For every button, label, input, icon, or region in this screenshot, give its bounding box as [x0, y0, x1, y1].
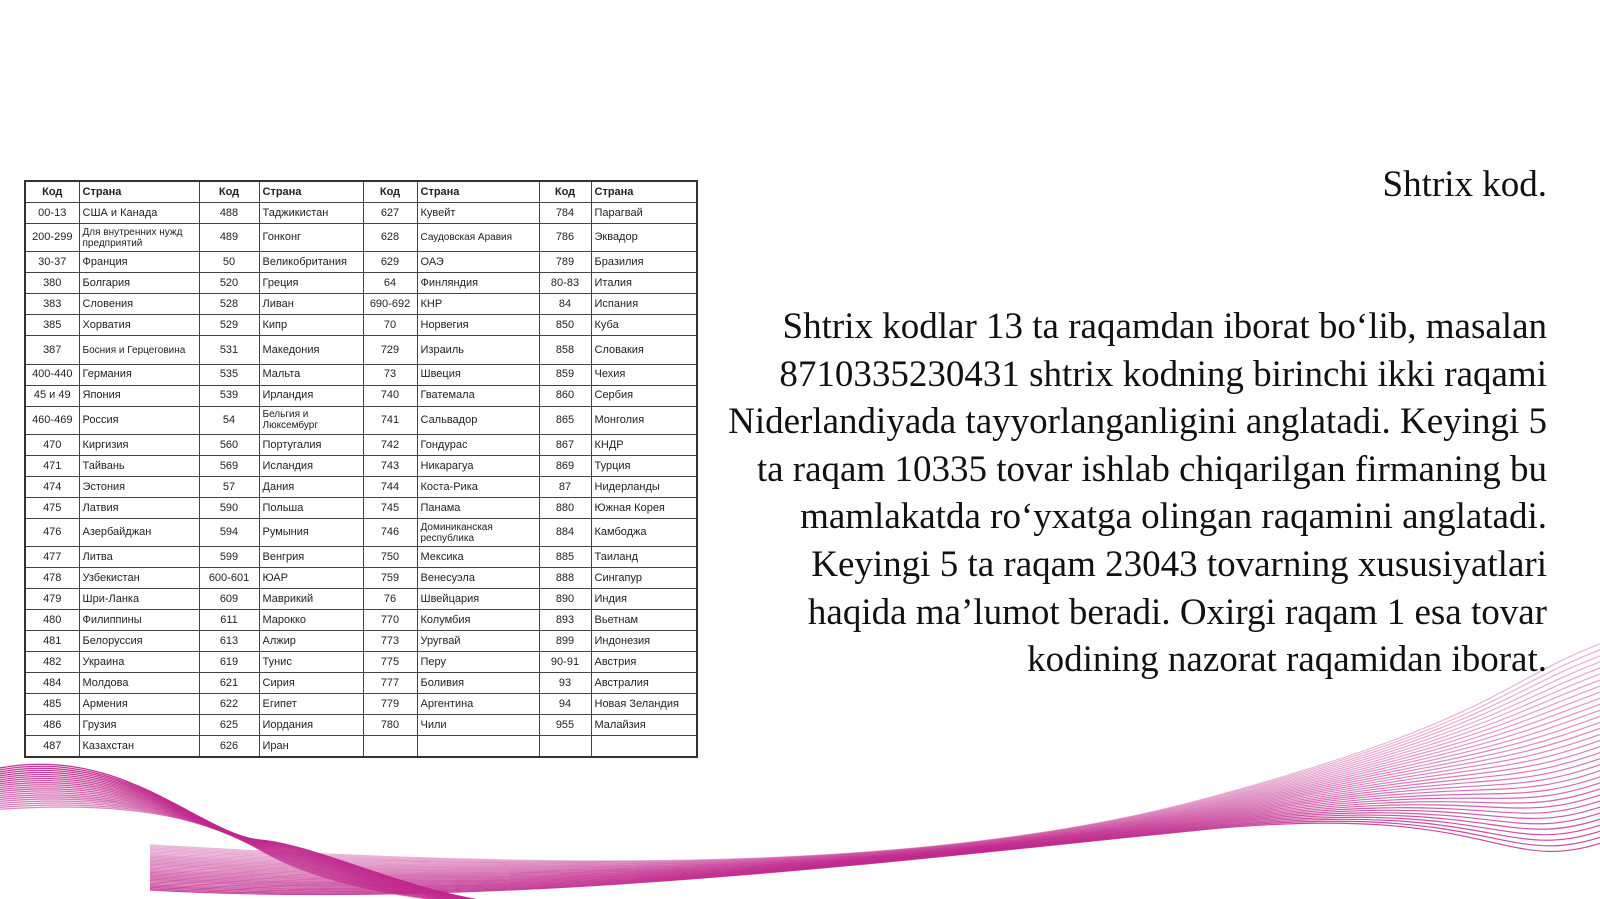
- country-cell: КНР: [417, 294, 539, 315]
- code-cell: 54: [199, 406, 259, 434]
- code-cell: 899: [539, 631, 591, 652]
- country-cell: Македония: [259, 336, 363, 364]
- code-cell: 865: [539, 406, 591, 434]
- code-cell: 867: [539, 435, 591, 456]
- table-row: [25, 547, 697, 568]
- code-cell: 481: [25, 631, 79, 652]
- code-cell: 773: [363, 631, 417, 652]
- country-cell: Сирия: [259, 673, 363, 694]
- country-cell: Австралия: [591, 673, 697, 694]
- table-row: [25, 519, 697, 547]
- code-cell: 482: [25, 652, 79, 673]
- code-cell: 626: [199, 736, 259, 757]
- code-cell: 475: [25, 498, 79, 519]
- table-row: [25, 715, 697, 736]
- code-cell: 535: [199, 364, 259, 385]
- table-row: [25, 673, 697, 694]
- country-cell: Хорватия: [79, 315, 199, 336]
- country-cell: Бразилия: [591, 252, 697, 273]
- country-cell: Эстония: [79, 477, 199, 498]
- table-row: [25, 652, 697, 673]
- country-cell: Индия: [591, 589, 697, 610]
- country-cell: Парагвай: [591, 203, 697, 224]
- country-cell: Исландия: [259, 456, 363, 477]
- table-row: [25, 631, 697, 652]
- code-cell: 729: [363, 336, 417, 364]
- country-cell: Гонконг: [259, 224, 363, 252]
- country-cell: Аргентина: [417, 694, 539, 715]
- table-row: [25, 568, 697, 589]
- country-cell: Австрия: [591, 652, 697, 673]
- header-country: Страна: [79, 181, 199, 203]
- country-cell: Перу: [417, 652, 539, 673]
- code-cell: 94: [539, 694, 591, 715]
- code-cell: 750: [363, 547, 417, 568]
- table-row: [25, 294, 697, 315]
- country-cell: Чили: [417, 715, 539, 736]
- code-cell: 745: [363, 498, 417, 519]
- code-cell: 777: [363, 673, 417, 694]
- country-cell: Литва: [79, 547, 199, 568]
- country-cell: Новая Зеландия: [591, 694, 697, 715]
- country-cell: Испания: [591, 294, 697, 315]
- code-cell: 611: [199, 610, 259, 631]
- country-cell: ОАЭ: [417, 252, 539, 273]
- code-cell: 740: [363, 385, 417, 406]
- code-cell: 385: [25, 315, 79, 336]
- code-cell: 50: [199, 252, 259, 273]
- slide-title: Shtrix kod.: [1382, 164, 1547, 205]
- country-cell: Коста-Рика: [417, 477, 539, 498]
- code-cell: 775: [363, 652, 417, 673]
- country-cell: Куба: [591, 315, 697, 336]
- country-cell: Румыния: [259, 519, 363, 547]
- code-cell: 80-83: [539, 273, 591, 294]
- code-cell: 476: [25, 519, 79, 547]
- country-cell: Венгрия: [259, 547, 363, 568]
- country-cell: Чехия: [591, 364, 697, 385]
- table-row: [25, 406, 697, 434]
- code-cell: 70: [363, 315, 417, 336]
- country-cell: Армения: [79, 694, 199, 715]
- table-row: [25, 610, 697, 631]
- country-cell: Россия: [79, 406, 199, 434]
- header-code: Код: [199, 181, 259, 203]
- table-row: [25, 456, 697, 477]
- country-cell: Япония: [79, 385, 199, 406]
- country-cell: Ирландия: [259, 385, 363, 406]
- header-country: Страна: [591, 181, 697, 203]
- table-row: [25, 589, 697, 610]
- country-cell: Кипр: [259, 315, 363, 336]
- code-cell: 380: [25, 273, 79, 294]
- code-cell: 770: [363, 610, 417, 631]
- code-cell: 539: [199, 385, 259, 406]
- code-cell: 529: [199, 315, 259, 336]
- code-cell: 90-91: [539, 652, 591, 673]
- code-cell: 64: [363, 273, 417, 294]
- code-cell: 560: [199, 435, 259, 456]
- country-cell: Дания: [259, 477, 363, 498]
- country-cell: Уругвай: [417, 631, 539, 652]
- country-cell: Финляндия: [417, 273, 539, 294]
- table-row: [25, 252, 697, 273]
- code-cell: 477: [25, 547, 79, 568]
- country-cell: Шри-Ланка: [79, 589, 199, 610]
- country-cell: Узбекистан: [79, 568, 199, 589]
- code-cell: 613: [199, 631, 259, 652]
- country-cell: Маврикий: [259, 589, 363, 610]
- country-cell: Турция: [591, 456, 697, 477]
- code-cell: 485: [25, 694, 79, 715]
- country-cell: Франция: [79, 252, 199, 273]
- code-cell: 619: [199, 652, 259, 673]
- country-cell: Сербия: [591, 385, 697, 406]
- code-cell: 860: [539, 385, 591, 406]
- country-code-table: [24, 180, 698, 758]
- code-cell: 569: [199, 456, 259, 477]
- table-row: [25, 203, 697, 224]
- code-cell: 00-13: [25, 203, 79, 224]
- country-cell: Молдова: [79, 673, 199, 694]
- code-cell: 479: [25, 589, 79, 610]
- code-cell: 690-692: [363, 294, 417, 315]
- country-cell: Словения: [79, 294, 199, 315]
- code-cell: 779: [363, 694, 417, 715]
- code-cell: 742: [363, 435, 417, 456]
- code-cell: 622: [199, 694, 259, 715]
- code-cell: 484: [25, 673, 79, 694]
- code-cell: 520: [199, 273, 259, 294]
- table-body: [25, 203, 697, 758]
- country-cell: Саудовская Аравия: [417, 224, 539, 252]
- country-cell: Гондурас: [417, 435, 539, 456]
- code-cell: 625: [199, 715, 259, 736]
- country-cell: Киргизия: [79, 435, 199, 456]
- table-row: [25, 273, 697, 294]
- code-cell: 489: [199, 224, 259, 252]
- code-cell: [363, 736, 417, 757]
- code-cell: 780: [363, 715, 417, 736]
- country-cell: Гватемала: [417, 385, 539, 406]
- code-cell: 93: [539, 673, 591, 694]
- code-cell: 487: [25, 736, 79, 757]
- country-code-table-image: [24, 180, 696, 758]
- country-cell: Нидерланды: [591, 477, 697, 498]
- table-row: [25, 224, 697, 252]
- code-cell: 890: [539, 589, 591, 610]
- country-cell: Индонезия: [591, 631, 697, 652]
- code-cell: [539, 736, 591, 757]
- country-cell: [417, 736, 539, 757]
- table-header-row: [25, 181, 697, 203]
- table-row: [25, 498, 697, 519]
- country-cell: Грузия: [79, 715, 199, 736]
- country-cell: Иран: [259, 736, 363, 757]
- country-cell: Тунис: [259, 652, 363, 673]
- country-cell: Великобритания: [259, 252, 363, 273]
- country-cell: Швейцария: [417, 589, 539, 610]
- code-cell: 471: [25, 456, 79, 477]
- country-cell: Португалия: [259, 435, 363, 456]
- code-cell: 888: [539, 568, 591, 589]
- code-cell: 885: [539, 547, 591, 568]
- country-cell: КНДР: [591, 435, 697, 456]
- header-country: Страна: [417, 181, 539, 203]
- country-cell: Таиланд: [591, 547, 697, 568]
- table-row: [25, 694, 697, 715]
- header-code: Код: [539, 181, 591, 203]
- country-cell: Казахстан: [79, 736, 199, 757]
- country-cell: [591, 736, 697, 757]
- country-cell: Доминиканская республика: [417, 519, 539, 547]
- country-cell: Норвегия: [417, 315, 539, 336]
- code-cell: 629: [363, 252, 417, 273]
- code-cell: 400-440: [25, 364, 79, 385]
- code-cell: 57: [199, 477, 259, 498]
- country-cell: Болгария: [79, 273, 199, 294]
- code-cell: 744: [363, 477, 417, 498]
- code-cell: 741: [363, 406, 417, 434]
- code-cell: 746: [363, 519, 417, 547]
- code-cell: 594: [199, 519, 259, 547]
- table-row: [25, 385, 697, 406]
- country-cell: Польша: [259, 498, 363, 519]
- slide-body-text: Shtrix kodlar 13 ta raqamdan iborat bo‘lib, masalan 8710335230431 shtrix kodning birinchi ikki raqami Niderlandiyada tayyorlanganligini anglatadi. Keyingi 5 ta raqam 10335 tovar ishlab chiqarilgan firmaning bu mamlakatda ro‘yxatga olingan raqamini anglatadi. Keyingi 5 ta raqam 23043 tovarning xususiyatlari haqida ma’lumot beradi. Oxirgi raqam 1 esa tovar kodining nazorat raqamidan iborat.: [728, 306, 1547, 681]
- code-cell: 621: [199, 673, 259, 694]
- country-cell: Тайвань: [79, 456, 199, 477]
- country-cell: Босния и Герцеговина: [79, 336, 199, 364]
- code-cell: 880: [539, 498, 591, 519]
- country-cell: Латвия: [79, 498, 199, 519]
- country-cell: Мексика: [417, 547, 539, 568]
- code-cell: 531: [199, 336, 259, 364]
- country-cell: Белоруссия: [79, 631, 199, 652]
- country-cell: Греция: [259, 273, 363, 294]
- country-cell: Азербайджан: [79, 519, 199, 547]
- code-cell: 76: [363, 589, 417, 610]
- country-cell: США и Канада: [79, 203, 199, 224]
- country-cell: Словакия: [591, 336, 697, 364]
- country-cell: Таджикистан: [259, 203, 363, 224]
- country-cell: Германия: [79, 364, 199, 385]
- code-cell: 859: [539, 364, 591, 385]
- code-cell: 743: [363, 456, 417, 477]
- code-cell: 789: [539, 252, 591, 273]
- country-cell: Ливан: [259, 294, 363, 315]
- code-cell: 850: [539, 315, 591, 336]
- code-cell: 955: [539, 715, 591, 736]
- country-cell: Кувейт: [417, 203, 539, 224]
- country-cell: Вьетнам: [591, 610, 697, 631]
- country-cell: Сальвадор: [417, 406, 539, 434]
- country-cell: Боливия: [417, 673, 539, 694]
- code-cell: 786: [539, 224, 591, 252]
- code-cell: 600-601: [199, 568, 259, 589]
- country-cell: Украина: [79, 652, 199, 673]
- country-cell: Сингапур: [591, 568, 697, 589]
- code-cell: 200-299: [25, 224, 79, 252]
- country-cell: Южная Корея: [591, 498, 697, 519]
- country-cell: Для внутренних нужд предприятий: [79, 224, 199, 252]
- country-cell: Филиппины: [79, 610, 199, 631]
- code-cell: 45 и 49: [25, 385, 79, 406]
- code-cell: 486: [25, 715, 79, 736]
- code-cell: 387: [25, 336, 79, 364]
- code-cell: 590: [199, 498, 259, 519]
- table-row: [25, 435, 697, 456]
- header-code: Код: [25, 181, 79, 203]
- code-cell: 884: [539, 519, 591, 547]
- table-row: [25, 736, 697, 757]
- code-cell: 474: [25, 477, 79, 498]
- code-cell: 628: [363, 224, 417, 252]
- country-cell: Израиль: [417, 336, 539, 364]
- header-code: Код: [363, 181, 417, 203]
- country-cell: Камбоджа: [591, 519, 697, 547]
- code-cell: 30-37: [25, 252, 79, 273]
- table-row: [25, 364, 697, 385]
- code-cell: 599: [199, 547, 259, 568]
- country-cell: Венесуэла: [417, 568, 539, 589]
- code-cell: 480: [25, 610, 79, 631]
- code-cell: 87: [539, 477, 591, 498]
- country-cell: Марокко: [259, 610, 363, 631]
- country-cell: Монголия: [591, 406, 697, 434]
- code-cell: 609: [199, 589, 259, 610]
- code-cell: 627: [363, 203, 417, 224]
- code-cell: 784: [539, 203, 591, 224]
- country-cell: Эквадор: [591, 224, 697, 252]
- country-cell: Панама: [417, 498, 539, 519]
- country-cell: Малайзия: [591, 715, 697, 736]
- code-cell: 858: [539, 336, 591, 364]
- table-row: [25, 315, 697, 336]
- country-cell: ЮАР: [259, 568, 363, 589]
- code-cell: 470: [25, 435, 79, 456]
- code-cell: 759: [363, 568, 417, 589]
- code-cell: 528: [199, 294, 259, 315]
- country-cell: Колумбия: [417, 610, 539, 631]
- country-cell: Никарагуа: [417, 456, 539, 477]
- code-cell: 488: [199, 203, 259, 224]
- code-cell: 893: [539, 610, 591, 631]
- code-cell: 460-469: [25, 406, 79, 434]
- country-cell: Бельгия и Люксембург: [259, 406, 363, 434]
- table-row: [25, 336, 697, 364]
- code-cell: 73: [363, 364, 417, 385]
- header-country: Страна: [259, 181, 363, 203]
- country-cell: Мальта: [259, 364, 363, 385]
- code-cell: 383: [25, 294, 79, 315]
- country-cell: Египет: [259, 694, 363, 715]
- table-row: [25, 477, 697, 498]
- code-cell: 869: [539, 456, 591, 477]
- country-cell: Швеция: [417, 364, 539, 385]
- country-cell: Алжир: [259, 631, 363, 652]
- country-cell: Италия: [591, 273, 697, 294]
- code-cell: 84: [539, 294, 591, 315]
- code-cell: 478: [25, 568, 79, 589]
- country-cell: Иордания: [259, 715, 363, 736]
